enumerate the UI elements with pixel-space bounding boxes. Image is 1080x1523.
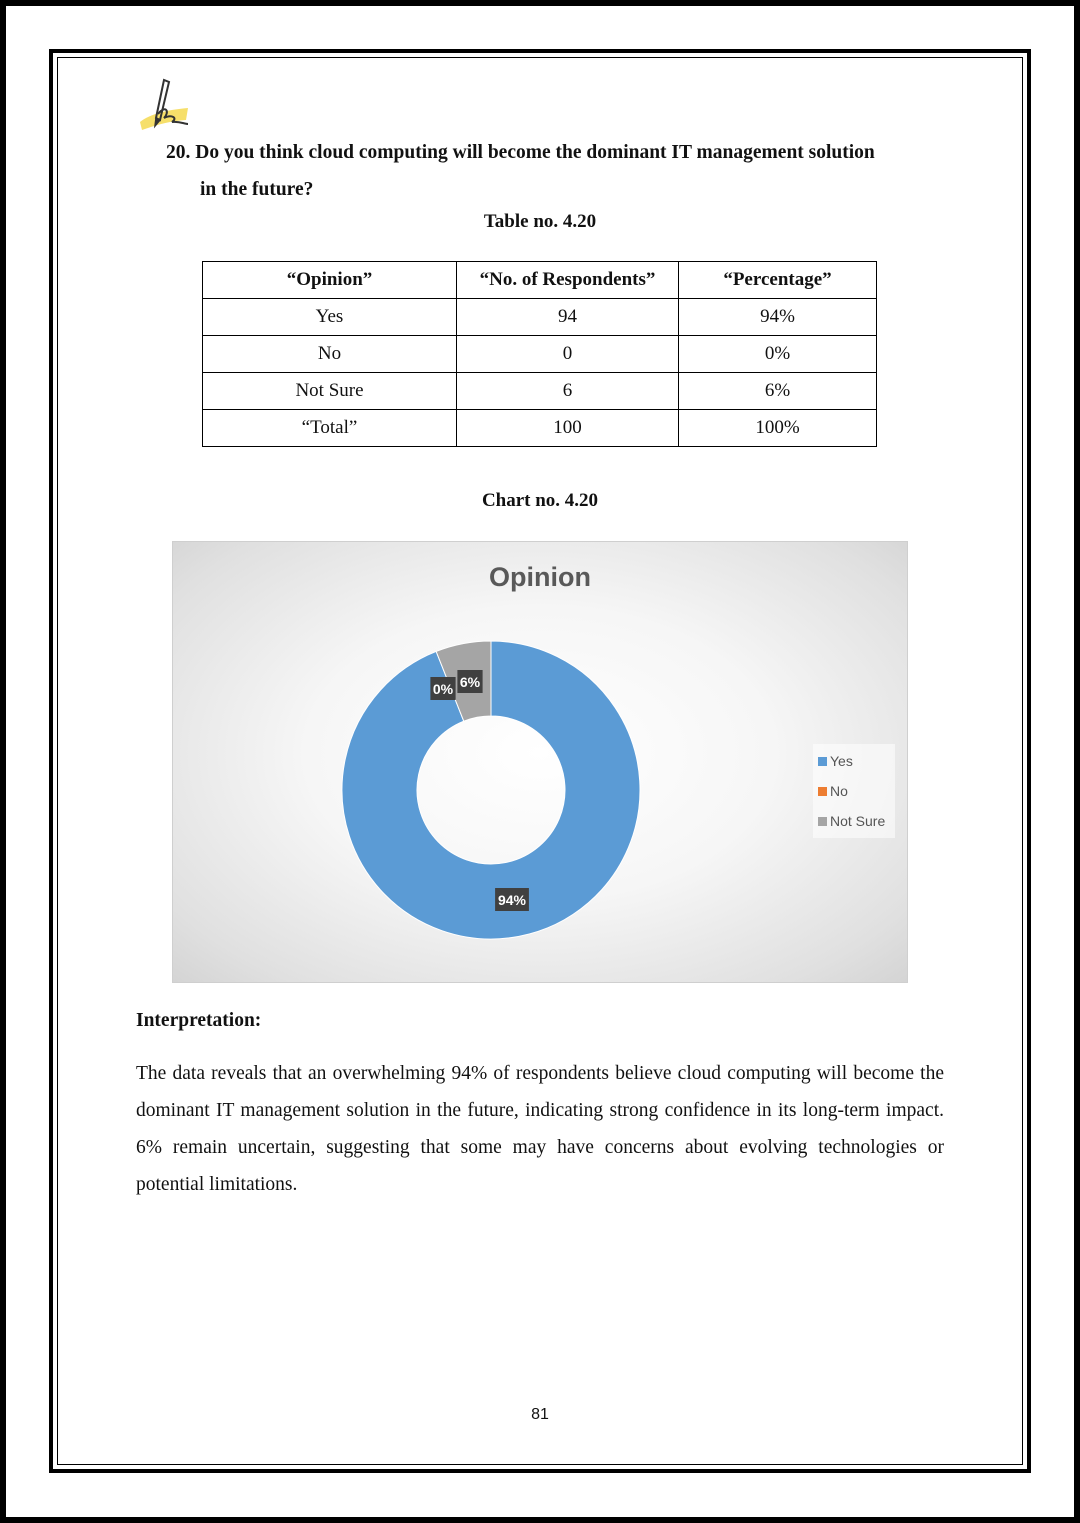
header-percentage: “Percentage”	[679, 262, 877, 299]
legend-label: No	[830, 783, 848, 799]
cell-opinion: Not Sure	[203, 373, 457, 410]
doughnut-chart	[172, 541, 908, 983]
legend-item-not-sure	[818, 812, 885, 830]
pen-writing-icon	[136, 74, 196, 134]
svg-text:6%: 6%	[459, 674, 481, 690]
cell-respondents: 94	[457, 299, 679, 336]
cell-opinion: “Total”	[203, 410, 457, 447]
legend-swatch	[818, 757, 827, 766]
table-caption: Table no. 4.20	[483, 211, 597, 232]
responses-table	[202, 261, 877, 447]
cell-respondents: 0	[457, 336, 679, 373]
table-row	[203, 336, 877, 373]
question-line-2: in the future?	[200, 179, 314, 200]
cell-respondents: 6	[457, 373, 679, 410]
table-row	[203, 373, 877, 410]
legend-item-no	[818, 782, 848, 800]
data-label-not-sure	[457, 670, 482, 693]
header-opinion: “Opinion”	[203, 262, 457, 299]
legend-label: Not Sure	[830, 813, 886, 829]
cell-respondents: 100	[457, 410, 679, 447]
header-respondents: “No. of Respondents”	[457, 262, 679, 299]
cell-percentage: 6%	[679, 373, 877, 410]
legend-swatch	[818, 787, 827, 796]
legend-item-yes	[818, 752, 853, 770]
cell-opinion: Yes	[203, 299, 457, 336]
question-line-1: 20. Do you think cloud computing will become the dominant IT management solution	[166, 142, 875, 163]
chart-caption: Chart no. 4.20	[481, 490, 599, 511]
interpretation-text: The data reveals that an overwhelming 94% of respondents believe cloud computing will become the dominant IT management solution in the future, indicating strong confidence in its long-term impact. 6% remain uncertain, suggesting that some may have concerns about evolving technologies or potential limitations.	[136, 1063, 944, 1195]
chart-legend	[813, 744, 895, 838]
svg-text:0%: 0%	[432, 681, 454, 697]
data-label-no	[430, 677, 455, 700]
chart-title: Opinion	[489, 562, 591, 592]
question-text	[166, 134, 966, 208]
page-number: 81	[531, 1406, 549, 1423]
data-label-yes	[495, 888, 529, 911]
legend-swatch	[818, 817, 827, 826]
table-header-row	[203, 262, 877, 299]
cell-percentage: 94%	[679, 299, 877, 336]
cell-percentage: 100%	[679, 410, 877, 447]
svg-text:94%: 94%	[497, 892, 527, 908]
cell-opinion: No	[203, 336, 457, 373]
chart-canvas	[173, 542, 907, 982]
interpretation-title: Interpretation:	[136, 1010, 262, 1031]
table-row	[203, 410, 877, 447]
legend-label: Yes	[830, 753, 853, 769]
cell-percentage: 0%	[679, 336, 877, 373]
table-row	[203, 299, 877, 336]
